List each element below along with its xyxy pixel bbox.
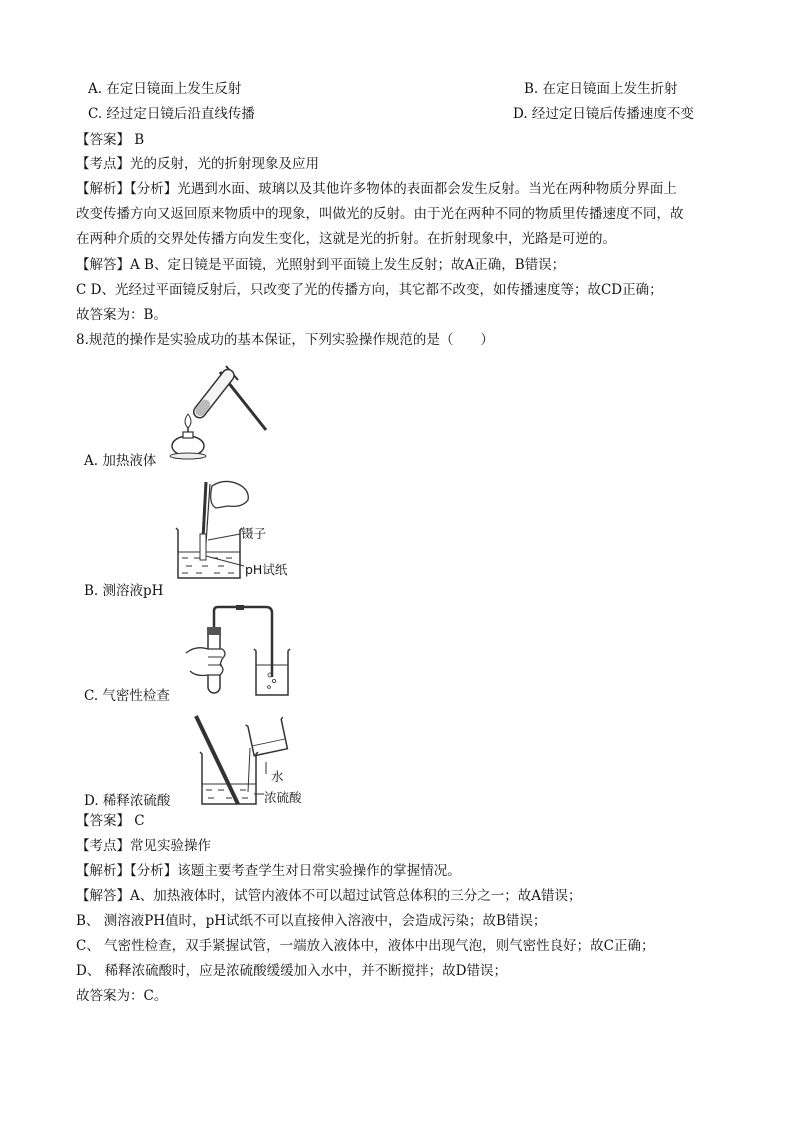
q8-option-a: A. 加热液体 (84, 453, 157, 469)
tweezers-label: 镊子 (241, 526, 267, 541)
q7-jiexi-line2: 改变传播方向又返回原来物质中的现象，叫做光的反射。由于光在两种不同的物质里传播速度不同，故 (76, 206, 684, 222)
q7-kaodian: 【考点】光的反射，光的折射现象及应用 (76, 156, 319, 172)
q8-jieda-line2: B、 测溶液PH值时，pH试纸不可以直接伸入溶液中，会造成污染；故B错误； (76, 913, 547, 929)
q7-jieda-line1: 【解答】A B、定日镜是平面镜，光照射到平面镜上发生反射；故A正确，B错误； (76, 257, 566, 273)
q8-final-answer: 故答案为：C。 (76, 988, 168, 1004)
q8-jiexi: 【解析】【分析】该题主要考查学生对日常实验操作的掌握情况。 (76, 863, 461, 879)
q7-option-a: A. 在定日镜面上发生反射 (88, 81, 242, 97)
q8-kaodian: 【考点】常见实验操作 (76, 838, 211, 854)
q7-jiexi-line3: 在两种介质的交界处传播方向发生变化，这就是光的折射。在折射现象中，光路是可逆的。 (76, 231, 616, 247)
heating-liquid-figure (168, 362, 272, 462)
airtightness-check-figure (182, 605, 294, 699)
q7-final-answer: 故答案为：B。 (76, 307, 167, 323)
q8-option-d: D. 稀释浓硫酸 (84, 793, 171, 809)
concentrated-acid-label: 浓硫酸 (264, 790, 302, 805)
q8-option-c: C. 气密性检查 (84, 688, 170, 704)
q8-jieda-line3: C、 气密性检查，双手紧握试管，一端放入液体中，液体中出现气泡，则气密性良好；故C正确； (76, 938, 655, 954)
ph-paper-label: pH试纸 (245, 562, 288, 577)
q7-option-c: C. 经过定日镜后沿直线传播 (88, 106, 255, 122)
q7-jieda-line2: C D、光经过平面镜反射后，只改变了光的传播方向，其它都不改变，如传播速度等；故CD正确； (76, 282, 663, 298)
q7-jiexi-line1: 【解析】【分析】光遇到水面、玻璃以及其他许多物体的表面都会发生反射。当光在两种物质分界面上 (76, 181, 677, 197)
q8-option-b: B. 测溶液pH (84, 583, 164, 599)
q8-jieda-line1: 【解答】A、加热液体时，试管内液体不可以超过试管总体积的三分之一；故A错误； (76, 888, 582, 904)
q7-option-d: D. 经过定日镜后传播速度不变 (513, 106, 694, 122)
water-label: 水 (271, 769, 284, 784)
q7-answer: 【答案】 B (76, 132, 145, 148)
q7-option-b: B. 在定日镜面上发生折射 (524, 81, 678, 97)
q8-jieda-line4: D、 稀释浓硫酸时，应是浓硫酸缓缓加入水中，并不断搅拌；故D错误； (76, 963, 507, 979)
q8-stem: 8.规范的操作是实验成功的基本保证，下列实验操作规范的是（ ） (76, 332, 494, 348)
q8-answer: 【答案】 C (76, 813, 145, 829)
